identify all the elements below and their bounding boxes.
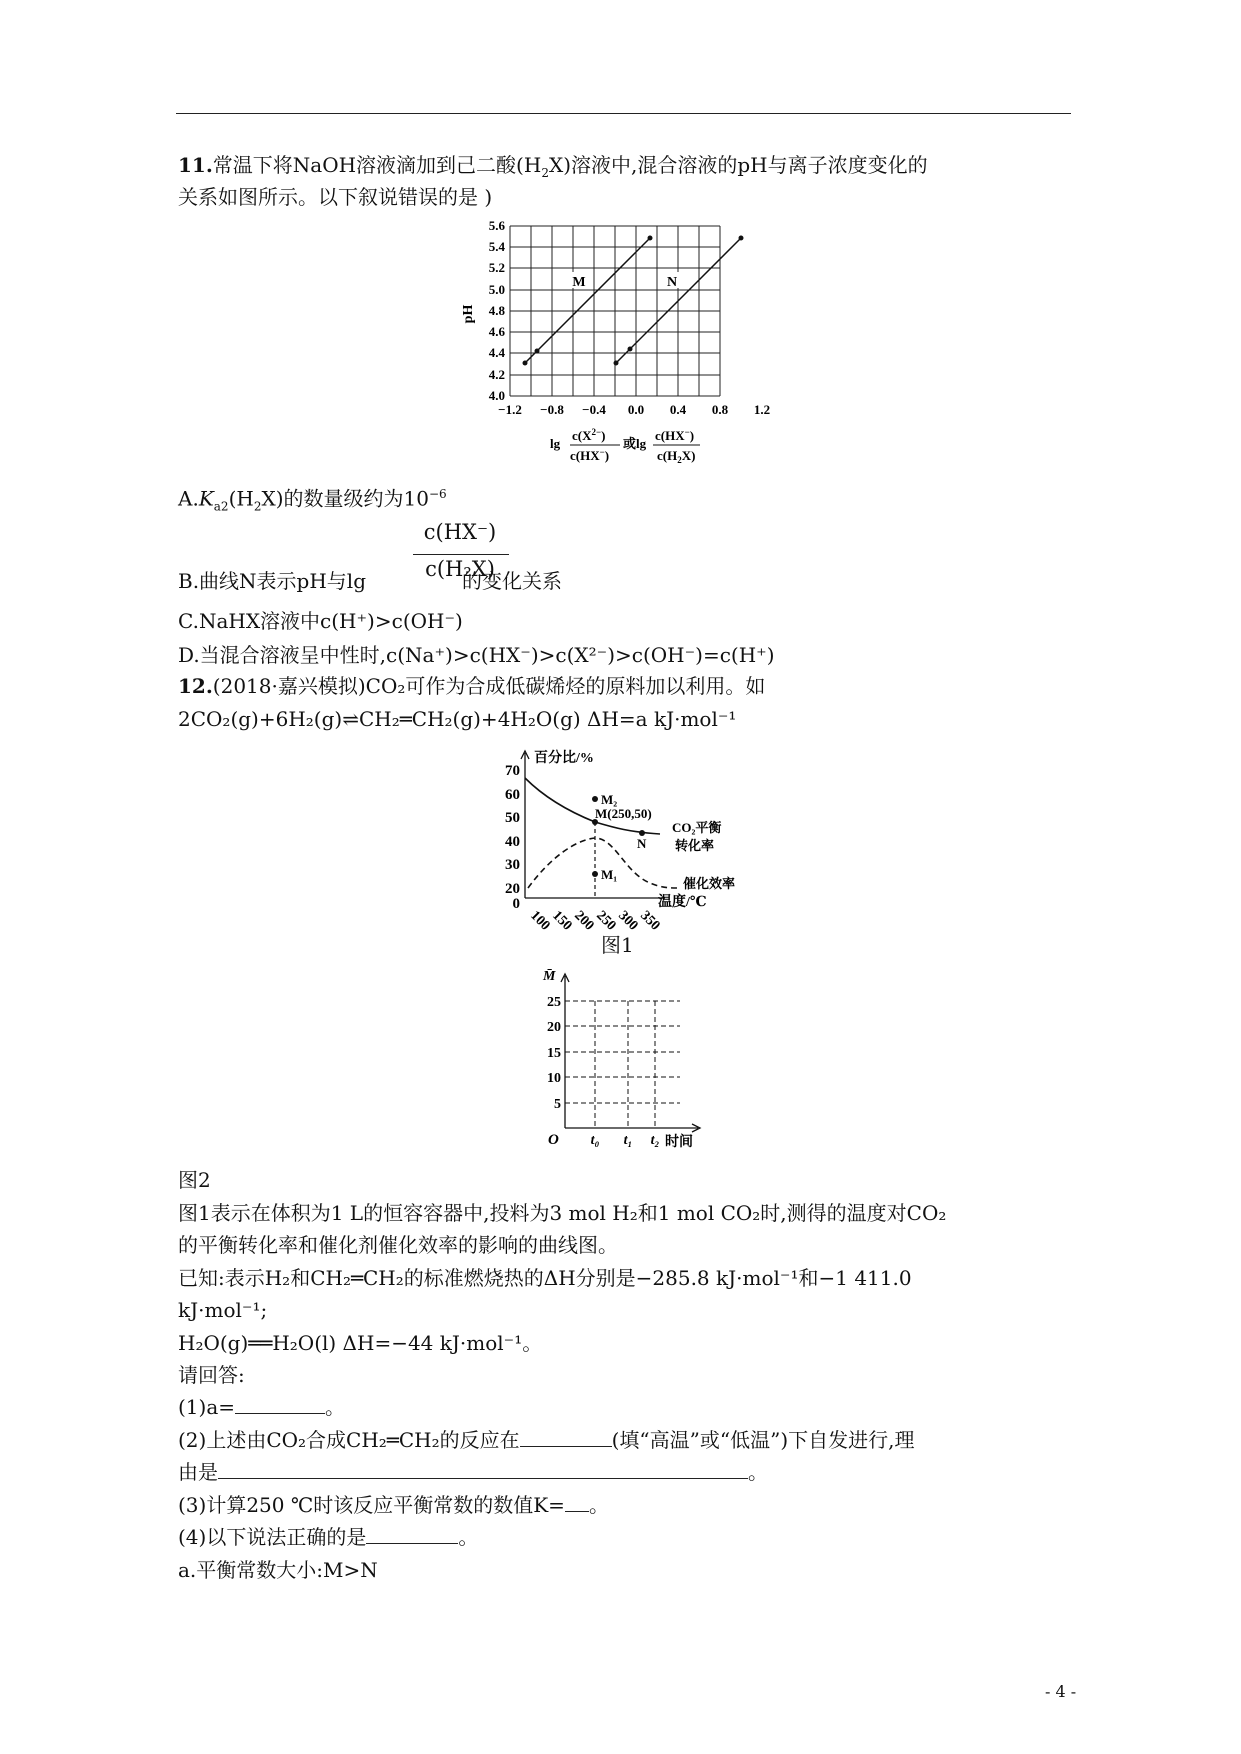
y-tick: 70 (505, 763, 520, 779)
x-tick: 0.8 (711, 402, 729, 417)
q12-sub-1: (1)a= 。 (178, 1395, 346, 1419)
fig2-caption: 图2 (178, 1168, 211, 1192)
q12-line1: 12.(2018·嘉兴模拟)CO₂可作为合成低碳烯烃的原料加以利用。如 (178, 674, 766, 698)
y-tick: 4.6 (488, 324, 505, 339)
q12-option-a: a.平衡常数大小:M>N (178, 1558, 378, 1582)
q12-equation: 2CO₂(g)+6H₂(g)⇌CH₂═CH₂(g)+4H₂O(g) ΔH=a kJ·mol⁻¹ (178, 707, 737, 731)
q12-para-1: 图1表示在体积为1 L的恒容容器中,投料为3 mol H₂和1 mol CO₂时,测得的温度对CO₂ (178, 1201, 947, 1225)
fig1-x-label: 温度/℃ (658, 895, 707, 910)
y-tick: 0 (512, 896, 520, 912)
y-tick: 40 (505, 834, 520, 850)
svg-text:或lg: 或lg (623, 436, 647, 451)
q11-option-b: B.曲线N表示pH与lg 的变化关系 (178, 569, 562, 593)
x-tick: t₀ (590, 1133, 600, 1148)
q12-sub-3: (3)计算250 ℃时该反应平衡常数的数值K= 。 (178, 1493, 609, 1517)
x-tick: 0.4 (669, 402, 687, 417)
q12-prompt: 请回答: (178, 1363, 245, 1387)
answer-blank-4[interactable] (366, 1525, 458, 1544)
q12-sub-2-reason: 由是 。 (178, 1460, 768, 1484)
point (614, 361, 619, 366)
origin-label: O (548, 1132, 559, 1148)
x-tick: 300 (615, 908, 641, 934)
fig1-y-label: 百分比/% (534, 751, 594, 766)
x-axis-label (550, 427, 700, 465)
y-tick: 5 (554, 1097, 561, 1112)
y-tick: 4.0 (488, 388, 505, 403)
svg-text:c(H2X): $c(H_2X)$ (657, 448, 696, 465)
y-tick: 15 (547, 1046, 561, 1061)
label-M: M (572, 275, 586, 290)
point (648, 236, 653, 241)
label-M: M(250,50) (595, 806, 652, 821)
y-tick: 5.2 (488, 260, 505, 275)
y-tick: 30 (505, 857, 520, 873)
q12-para-5: H₂O(g)══H₂O(l) ΔH=−44 kJ·mol⁻¹。 (178, 1331, 543, 1355)
y-tick: 50 (505, 810, 520, 826)
point-M2 (592, 796, 598, 802)
x-tick: 0.0 (627, 402, 645, 417)
label-N: N (666, 275, 678, 290)
q12-sub-4: (4)以下说法正确的是 。 (178, 1525, 479, 1549)
option-b-denominator: c(H₂X) (425, 557, 495, 581)
q12-figure-2 (540, 968, 720, 1148)
x-tick: t₁ (623, 1133, 633, 1148)
y-tick: 4.4 (488, 345, 505, 360)
y-tick: 60 (505, 787, 520, 803)
legend-catalyst: 催化效率 (683, 876, 736, 891)
q11-option-a: $A.K_{a2}(H_2X)$的数量级约为$10^{-6}$ (178, 486, 447, 514)
line-M (525, 238, 650, 363)
q11-option-d: D.当混合溶液呈中性时,c(Na⁺)>c(HX⁻)>c(X²⁻)>c(OH⁻)=c(H⁺) (178, 643, 775, 667)
q12-figure-1 (490, 748, 790, 948)
y-tick: 20 (505, 881, 520, 897)
fig2-y-label: M̄ (543, 969, 556, 984)
x-tick: −0.8 (540, 402, 564, 417)
label-M1: M₁ (601, 867, 618, 882)
x-tick: 250 (593, 908, 619, 934)
q11-line2: 关系如图所示。以下叙说错误的是 ) (178, 185, 493, 209)
svg-text:c(HX−): c(HX−) (570, 447, 610, 463)
x-tick: t₂ (650, 1133, 660, 1148)
y-tick: 4.8 (488, 303, 505, 318)
fig2-x-label: 时间 (665, 1135, 693, 1148)
q12-para-3: 已知:表示H₂和CH₂═CH₂的标准燃烧热的ΔH分别是−285.8 kJ·mol⁻¹和−1 411.0 (178, 1266, 912, 1290)
point-M1 (592, 871, 598, 877)
x-tick: −1.2 (498, 402, 522, 417)
point (739, 236, 744, 241)
page-number: - 4 - (1045, 1682, 1077, 1701)
q12-para-4: kJ·mol⁻¹; (178, 1298, 268, 1322)
svg-text:c(HX−): c(HX−) (655, 427, 695, 443)
y-tick: 5.0 (488, 282, 505, 297)
label-N: N (637, 836, 647, 851)
x-tick: 350 (637, 908, 663, 934)
q11-line1: 11.常温下将NaOH溶液滴加到己二酸$(H_2X)$溶液中,混合溶液的pH与离子浓度变化的 (178, 153, 928, 180)
label-M2: M₂ (601, 792, 618, 807)
x-tick: 150 (549, 908, 575, 934)
legend-co2-line2: 转化率 (675, 838, 715, 853)
x-tick: −0.4 (582, 402, 606, 417)
x-tick: 200 (571, 908, 597, 934)
y-tick: 10 (547, 1071, 561, 1086)
svg-text:lg: lg (550, 436, 561, 451)
y-tick: 5.6 (488, 218, 505, 233)
answer-blank-2[interactable] (520, 1428, 612, 1447)
answer-blank-1[interactable] (235, 1395, 325, 1414)
header-rule (176, 113, 1071, 114)
x-tick: 100 (527, 908, 553, 934)
fig1-caption: 图1 (601, 933, 634, 957)
point (523, 361, 528, 366)
svg-text:c(X2−): $c(X^{2-})$ (572, 427, 606, 443)
q12-sub-2: (2)上述由CO₂合成CH₂═CH₂的反应在 (填“高温”或“低温”)下自发进行,理 (178, 1428, 915, 1452)
option-b-numerator: c(HX⁻) (423, 520, 497, 544)
q11-option-c: C.NaHX溶液中c(H⁺)>c(OH⁻) (178, 609, 463, 633)
y-axis-label: pH (461, 304, 476, 324)
x-tick: 1.2 (753, 402, 771, 417)
y-tick: 25 (547, 995, 561, 1010)
point (535, 349, 540, 354)
q12-para-2: 的平衡转化率和催化剂催化效率的影响的曲线图。 (178, 1233, 618, 1257)
fraction-bar (413, 554, 509, 555)
y-tick: 5.4 (488, 239, 505, 254)
legend-co2-line1: CO₂平衡 (672, 820, 722, 835)
point (628, 347, 633, 352)
y-tick: 20 (547, 1020, 561, 1035)
answer-blank-reason[interactable] (218, 1460, 748, 1479)
q11-chart (450, 216, 800, 472)
answer-blank-3[interactable] (565, 1493, 589, 1512)
y-tick: 4.2 (488, 367, 505, 382)
